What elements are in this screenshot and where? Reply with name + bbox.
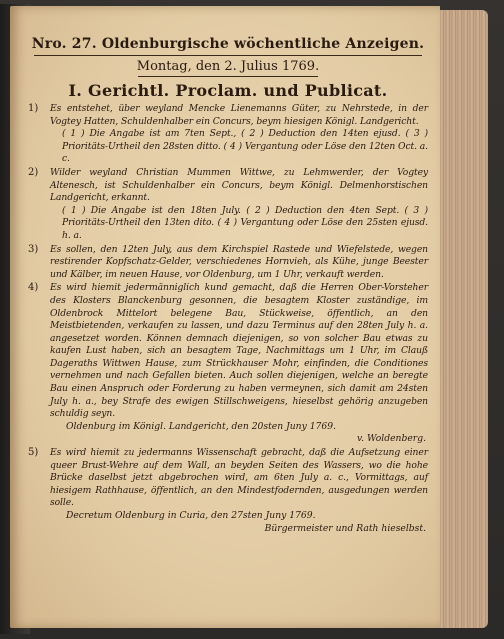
entry-number: 3) [28, 243, 39, 255]
page-content [28, 36, 428, 536]
newspaper-page [10, 6, 440, 628]
running-head: Nro. 27. Oldenburgische wöchentliche Anzeigen. [31, 36, 425, 52]
entry-schedule: ( 1 ) Die Angabe ist den 18ten July. ( 2 ) Deduction den 4ten Sept. ( 3 ) Prioritäts-Urtheil den 13ten dito. ( 4 ) Vergantung oder Löse den 25sten ejusd. h. a. [62, 204, 428, 241]
notice-entry-5 [28, 447, 428, 535]
notice-entry-3 [28, 244, 428, 282]
entry-signature: v. Woldenberg. [357, 433, 426, 445]
entry-schedule: ( 1 ) Die Angabe ist am 7ten Sept., ( 2 ) Deduction den 14ten ejusd. ( 3 ) Prioritäts-Urtheil den 28sten ditto. ( 4 ) Vergantung oder Löse den 12ten Oct. a. c. [62, 128, 428, 165]
entry-text: Es entstehet, über weyland Mencke Lienemanns Güter, zu Nehrstede, in der Vogtey Hatten, Schuldenhalber ein Concurs, beym hiesigen Königl. Landgericht. [50, 103, 428, 127]
entry-place-date: Oldenburg im Königl. Landgericht, den 20sten Juny 1769. [66, 420, 337, 432]
notice-entry-4 [28, 282, 428, 446]
entry-number: 5) [28, 447, 39, 459]
entry-number: 2) [28, 166, 39, 178]
notice-entry-2 [28, 167, 428, 243]
entry-text: Es sollen, den 12ten July, aus dem Kirchspiel Rastede und Wiefelstede, wegen restirender Kopfschatz-Gelder, verschiedenes Hornvieh, als Kühe, junge Beester und Kälber, im neuen Hause, vor Oldenburg, um 1 Uhr, verkauft werden. [50, 243, 428, 280]
entry-number: 1) [28, 103, 39, 114]
entry-text: Es wird hiemit jedermänniglich kund gemacht, daß die Herren Ober-Vorsteher des Klosters Blanckenburg gesonnen, die besagtem Kloster zuständige, im Oldenbrock Mittelort belegene Bau, Stückweise, öffentlich, an den Meistbietenden, verkaufen zu lassen, und dazu Terminus auf den 28ten July h. a. angesetzet worden. Können demnach diejenigen, so von solcher Bau etwas zu kaufen Lust haben, sich an besagtem Tage, Nachmittags um 1 Uhr, im Clauß Dageraths Wittwen Hause, zum Strückhauser Mohr, einfinden, die Conditiones vernehmen und nach Gefallen bieten. Auch sollen diejenigen, welche an beregte Bau einen Anspruch oder Forderung zu haben vermeynen, sich damit am 24sten July h. a., bey Strafe des ewigen Stillschweigens, hieselbst gehörig anzugeben schuldig seyn. [50, 282, 428, 420]
notice-entry-1 [28, 103, 428, 166]
page-edges [432, 10, 488, 628]
entry-text: Es wird hiemit zu jedermanns Wissenschaft gebracht, daß die Aufsetzung einer queer Brust-Wehre auf dem Wall, an beyden Seiten des Wassers, wo die hohe Brücke daselbst jetzt abgebrochen wird, am 6ten July a. c., Vormittags, auf hiesigem Rathhause, öffentlich, an den Mindestfodernden, ausgedungen werden solle. [50, 447, 428, 509]
entry-signature: Bürgermeister und Rath hieselbst. [264, 522, 426, 534]
entry-place-date: Decretum Oldenburg in Curia, den 27sten Juny 1769. [66, 510, 316, 521]
section-title: I. Gerichtl. Proclam. und Publicat. [68, 81, 388, 100]
entry-number: 4) [28, 282, 39, 294]
header-rule [34, 55, 422, 56]
entry-text: Wilder weyland Christian Mummen Wittwe, zu Lehmwerder, der Vogtey Altenesch, ist Schuldenhalber ein Concurs, beym Königl. Delmenhorstischen Landgericht, erkannt. [50, 166, 428, 204]
date-rule [138, 76, 318, 77]
issue-date: Montag, den 2. Julius 1769. [136, 59, 320, 74]
